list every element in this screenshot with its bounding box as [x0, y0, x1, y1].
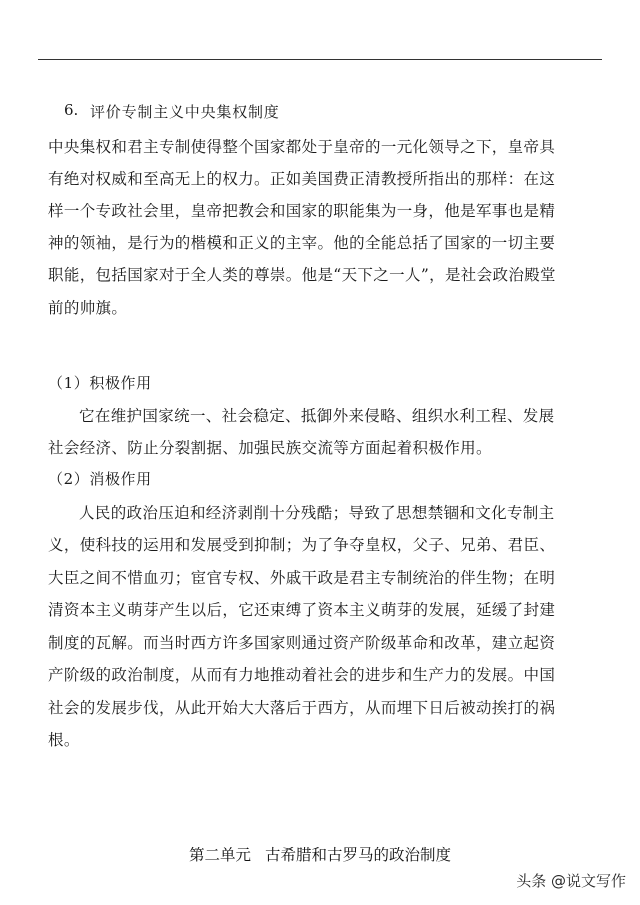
- paragraph-line: 样一个专政社会里，皇帝把教会和国家的职能集为一身，他是军事也是精: [48, 202, 556, 220]
- paragraph-line: 产阶级的政治制度，从而有力地推动着社会的进步和生产力的发展。中国: [48, 666, 556, 684]
- watermark: 头条 @说文写作: [516, 872, 626, 890]
- section-number: 6.: [64, 101, 79, 119]
- paragraph-line: 社会经济、防止分裂割据、加强民族交流等方面起着积极作用。: [48, 439, 492, 457]
- section-title: 评价专制主义中央集权制度: [90, 103, 280, 121]
- unit-title: 古希腊和古罗马的政治制度: [265, 846, 452, 864]
- paragraph-line: 根。: [48, 731, 80, 749]
- paragraph-line: 神的领袖，是行为的楷模和正义的主宰。他的全能总括了国家的一切主要: [48, 234, 556, 252]
- unit-number: 第二单元: [188, 846, 251, 864]
- paragraph-line: 职能，包括国家对于全人类的尊崇。他是“天下之一人”，是社会政治殿堂: [48, 266, 556, 284]
- paragraph-line: 制度的瓦解。而当时西方许多国家则通过资产阶级革命和改革，建立起资: [48, 634, 556, 652]
- negative-label: （2）消极作用: [48, 470, 152, 488]
- paragraph-line: 义，使科技的运用和发展受到抑制；为了争夺皇权，父子、兄弟、君臣、: [48, 536, 556, 554]
- paragraph-line: 有绝对权威和至高无上的权力。正如美国费正清教授所指出的那样：在这: [48, 170, 556, 188]
- positive-label: （1）积极作用: [48, 374, 152, 392]
- header-rule: [38, 59, 602, 60]
- paragraph-line: 它在维护国家统一、社会稳定、抵御外来侵略、组织水利工程、发展: [79, 407, 555, 425]
- paragraph-line: 人民的政治压迫和经济剥削十分残酷；导致了思想禁锢和文化专制主: [79, 504, 555, 522]
- paragraph-line: 前的帅旗。: [48, 299, 128, 317]
- paragraph-line: 社会的发展步伐，从此开始大大落后于西方，从而埋下日后被动挨打的祸: [48, 699, 556, 717]
- unit-heading: [0, 843, 640, 865]
- paragraph-line: 清资本主义萌芽产生以后，它还束缚了资本主义萌芽的发展，延缓了封建: [48, 601, 556, 619]
- paragraph-line: 中央集权和君主专制使得整个国家都处于皇帝的一元化领导之下，皇帝具: [48, 138, 556, 156]
- paragraph-line: 大臣之间不惜血刃；宦官专权、外戚干政是君主专制统治的伴生物；在明: [48, 569, 556, 587]
